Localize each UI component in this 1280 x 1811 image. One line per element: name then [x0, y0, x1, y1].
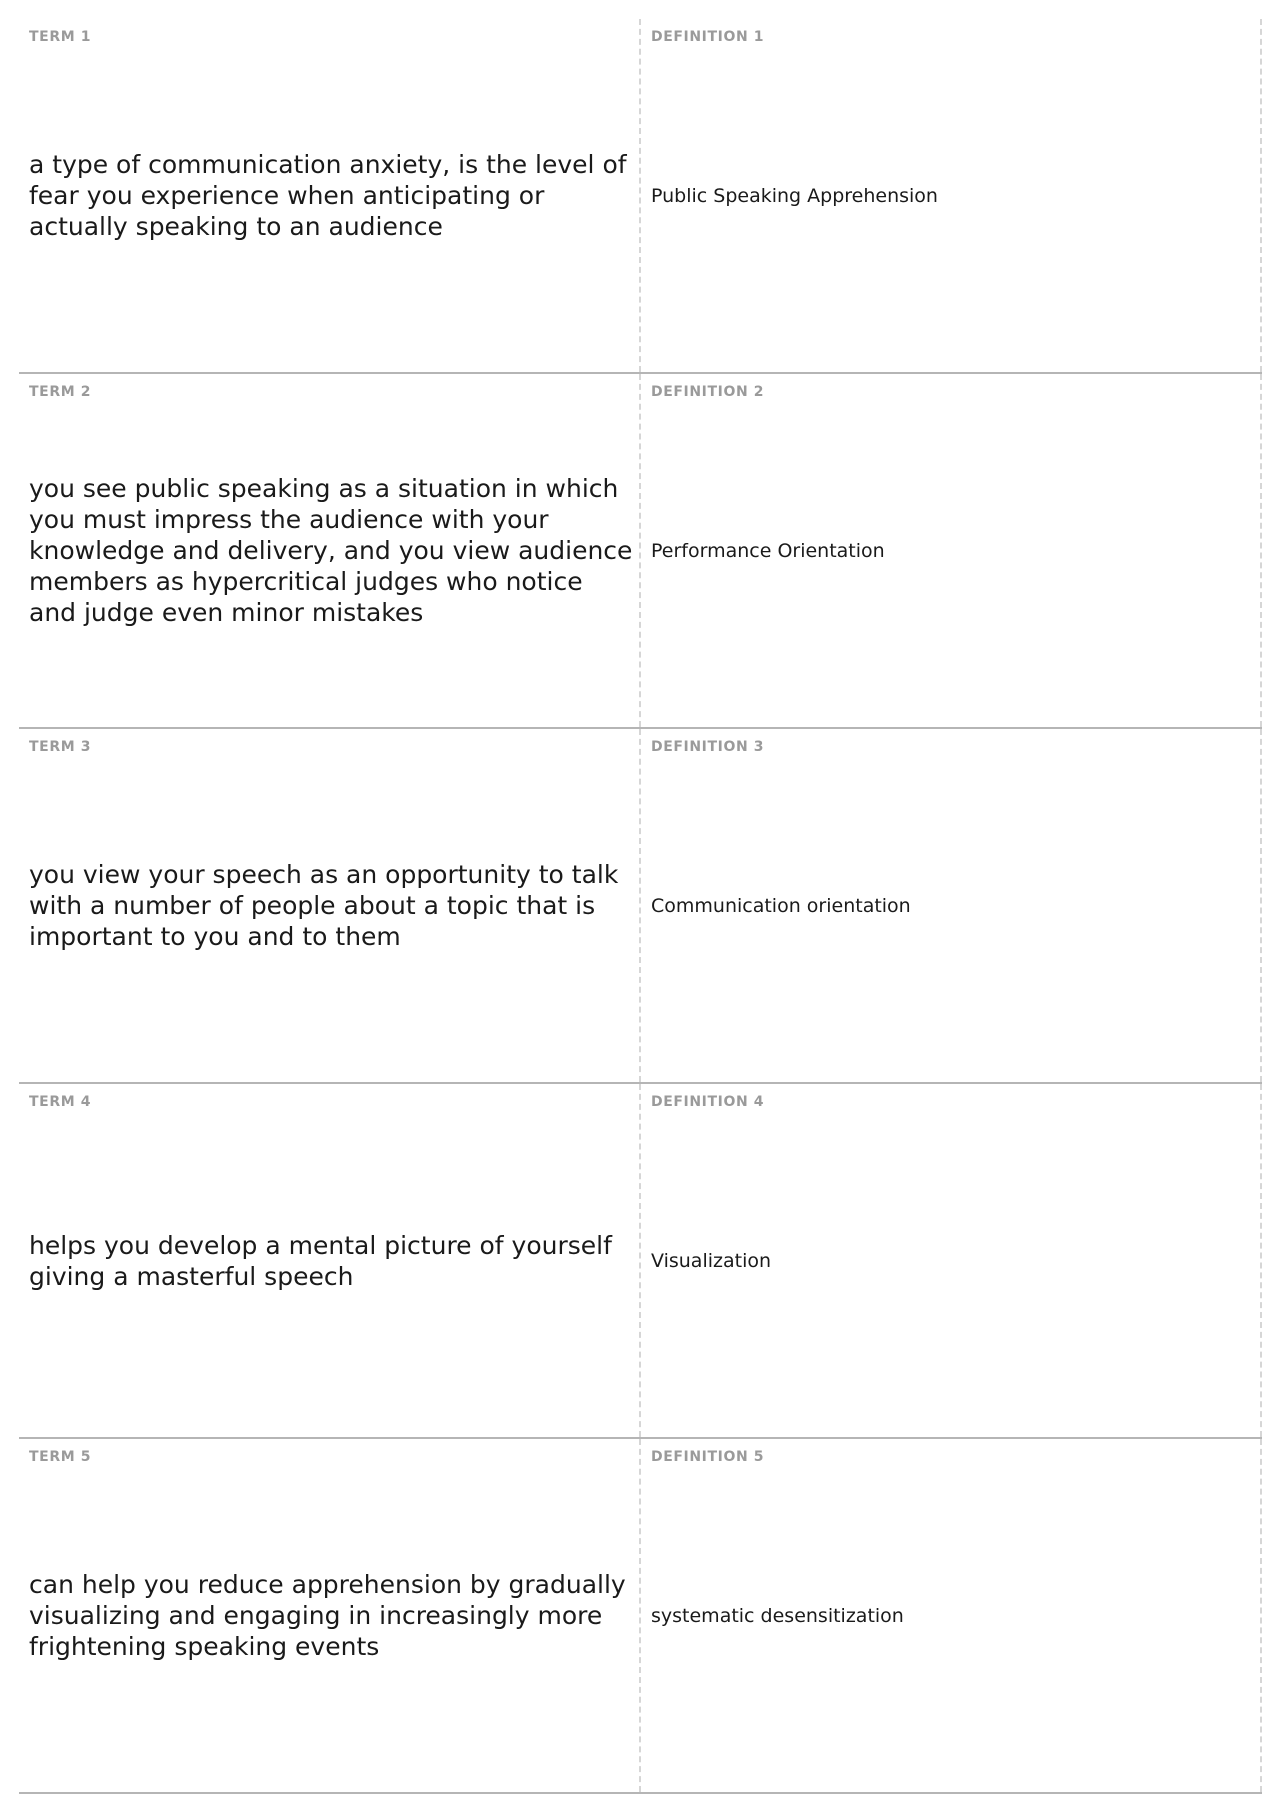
term-label: TERM 2	[29, 384, 92, 400]
flashcard-row	[19, 19, 1262, 374]
definition-body	[651, 1439, 1254, 1792]
term-text: you see public speaking as a situation in which you must impress the audience with your knowledge and delivery, and you view audience members as hypercritical judges who notice and judge even minor mistakes	[29, 474, 633, 627]
flashcard-row	[19, 1084, 1262, 1439]
definition-text: Communication orientation	[651, 894, 911, 917]
term-body	[29, 19, 633, 372]
flashcard-row	[19, 1439, 1262, 1794]
term-label: TERM 4	[29, 1094, 92, 1110]
definition-text: systematic desensitization	[651, 1604, 904, 1627]
definition-body	[651, 374, 1254, 727]
flashcard-sheet	[19, 19, 1262, 1794]
definition-text: Performance Orientation	[651, 539, 885, 562]
term-text: can help you reduce apprehension by gradually visualizing and engaging in increasingly more frightening speaking events	[29, 1570, 626, 1661]
definition-body	[651, 729, 1254, 1082]
term-label: TERM 5	[29, 1449, 92, 1465]
term-body	[29, 1084, 633, 1437]
flashcard-row	[19, 374, 1262, 729]
term-cell	[19, 729, 641, 1082]
definition-label: DEFINITION 5	[651, 1449, 765, 1465]
term-cell	[19, 374, 641, 727]
definition-cell	[641, 19, 1262, 372]
definition-text: Visualization	[651, 1249, 772, 1272]
definition-cell	[641, 374, 1262, 727]
term-label: TERM 3	[29, 739, 92, 755]
term-cell	[19, 1439, 641, 1792]
definition-body	[651, 19, 1254, 372]
definition-cell	[641, 729, 1262, 1082]
term-text: helps you develop a mental picture of yourself giving a masterful speech	[29, 1230, 612, 1291]
term-cell	[19, 19, 641, 372]
term-body	[29, 729, 633, 1082]
definition-label: DEFINITION 4	[651, 1094, 765, 1110]
definition-label: DEFINITION 3	[651, 739, 765, 755]
flashcard-row	[19, 729, 1262, 1084]
definition-text: Public Speaking Apprehension	[651, 184, 938, 207]
term-text: a type of communication anxiety, is the level of fear you experience when anticipating or actually speaking to an audience	[29, 150, 627, 241]
term-cell	[19, 1084, 641, 1437]
definition-body	[651, 1084, 1254, 1437]
term-body	[29, 1439, 633, 1792]
definition-label: DEFINITION 1	[651, 29, 765, 45]
term-text: you view your speech as an opportunity to talk with a number of people about a topic that is important to you and to them	[29, 860, 619, 951]
definition-label: DEFINITION 2	[651, 384, 765, 400]
term-label: TERM 1	[29, 29, 92, 45]
definition-cell	[641, 1084, 1262, 1437]
term-body	[29, 374, 633, 727]
definition-cell	[641, 1439, 1262, 1792]
